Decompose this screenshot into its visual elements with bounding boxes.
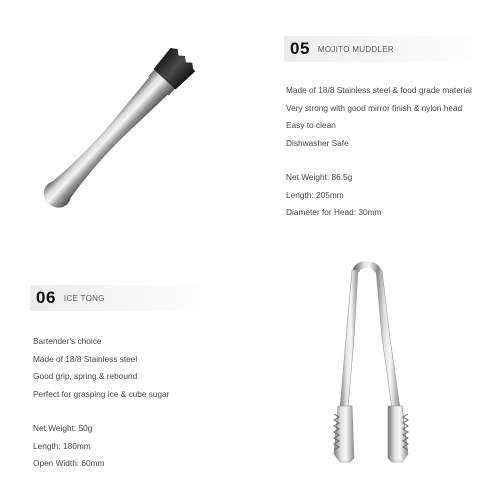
muddler-heading bbox=[284, 36, 490, 62]
tong-feature: Good grip, spring & rebound bbox=[33, 371, 138, 381]
muddler-image bbox=[30, 40, 250, 220]
muddler-spec: Diameter for Head: 30mm bbox=[286, 207, 382, 217]
muddler-feature: Very strong with good mirror finish & nylon head bbox=[286, 102, 463, 113]
tong-number: 06 bbox=[36, 288, 56, 307]
tong-spec: Open Width: 60mm bbox=[33, 458, 105, 468]
muddler-feature: Dishwasher Safe bbox=[286, 137, 349, 148]
muddler-description bbox=[286, 82, 472, 222]
muddler-title: MOJITO MUDDLER bbox=[317, 44, 394, 54]
tong-spec: Net Weight: 50g bbox=[33, 423, 93, 433]
muddler-feature: Easy to clean bbox=[286, 120, 336, 130]
ice-tong-image bbox=[320, 258, 420, 480]
tong-description bbox=[33, 333, 170, 473]
tong-heading bbox=[30, 285, 216, 311]
tong-feature: Perfect for grasping ice & cube sugar bbox=[33, 388, 170, 399]
tong-feature: Bartender's choice bbox=[33, 336, 102, 346]
muddler-spec: Net Weight: 86.5g bbox=[286, 172, 353, 182]
tong-feature: Made of 18/8 Stainless steel bbox=[33, 353, 138, 364]
muddler-number: 05 bbox=[290, 39, 310, 58]
tong-title: ICE TONG bbox=[63, 293, 105, 303]
tong-spec: Length: 180mm bbox=[33, 440, 91, 451]
muddler-spec: Length: 205mm bbox=[286, 189, 344, 200]
muddler-feature: Made of 18/8 Stainless steel & food grade material bbox=[286, 85, 472, 95]
